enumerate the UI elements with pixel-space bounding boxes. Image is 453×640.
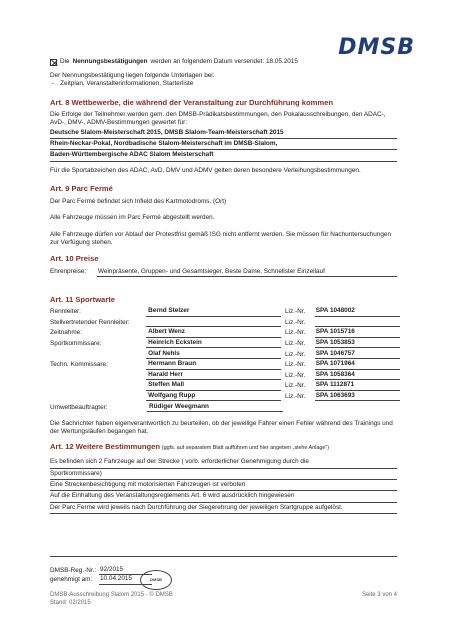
row-name: Heinrich Eckstein	[146, 339, 281, 348]
art8-note: Für die Sportabzeichen des ADAC, AvD, DMV und ADMV gelten deren besondere Verleihungsbestimmungen.	[50, 166, 361, 174]
ehrenpreise-label: Ehrenpreise:	[50, 267, 87, 275]
sportwarte-table	[50, 306, 400, 412]
liz-label: Liz.-Nr.	[285, 318, 306, 326]
confirmation-line	[50, 58, 298, 66]
row-liz: SPA 1048002	[315, 307, 400, 316]
art12-line: Der Parc Ferme wird jeweils nach Durchführung der Siegerehrung der jeweiligen Startgruppe aufgelöst.	[50, 503, 397, 514]
ehrenpreise-row	[50, 268, 397, 277]
table-row	[50, 317, 400, 328]
art8-item: Rhein-Neckar-Pokal, Nordbadische Slalom-Meisterschaft im DMSB-Slalom,	[50, 139, 397, 150]
art10-section	[50, 254, 397, 277]
table-row	[50, 359, 400, 370]
row-name: Olaf Nehls	[146, 350, 281, 359]
page-number: Seite 3 von 4	[361, 592, 397, 598]
date-label: genehmigt am:	[50, 576, 93, 584]
row-liz: SPA 1112871	[315, 381, 400, 390]
row-liz	[315, 326, 400, 327]
art9-p3: Alle Fahrzeuge dürfen vor Ablauf der Protestfrist gemäß ISG nicht entfernt werden. Sie müssen für Nachuntersuchungen zur Verfügung stehen.	[50, 230, 392, 246]
row-liz: SPA 1063693	[315, 392, 400, 401]
row-label: Zeitnahme:	[50, 329, 82, 337]
art9-p2: Alle Fahrzeuge müssen im Parc Fermé abgestellt werden.	[50, 214, 215, 222]
row-liz: SPA 1071964	[315, 360, 400, 369]
art12-line: Es befinden sich 2 Fahrzeuge auf der Strecke ( vorb. erforderlicher Genehmigung durch die	[50, 457, 397, 468]
liz-label: Liz.-Nr.	[285, 308, 306, 316]
attachments-block	[50, 72, 397, 89]
liz-label: Liz.-Nr.	[285, 382, 306, 390]
date-row	[50, 575, 397, 584]
table-row	[50, 338, 400, 349]
row-name: Harald Herr	[146, 371, 281, 380]
bullet: -	[52, 80, 55, 88]
row-label: Sportkommissare:	[50, 340, 102, 348]
row-name: Steffen Mall	[146, 381, 281, 390]
art12-heading-row	[50, 442, 397, 452]
row-name: Bernd Stelzer	[146, 307, 281, 316]
liz-label: Liz.-Nr.	[285, 393, 306, 401]
art8-intro: Die Erfolge der Teilnehmer werden gem. den DMSB-Prädikatsbestimmungen, den Pokalausschreibungen, den ADAC-, AvD-, DMV-, ADMV-Bestimmungen gewertet für:	[50, 110, 386, 127]
reg-label: DMSB-Reg.-Nr.:	[50, 567, 97, 574]
art11-note: Die Sachrichter haben eigenverantwortlich zu beurteilen, ob der jeweilige Fahrer einen Fehler während des Trainings und der Wertungsläufen begangen hat.	[50, 420, 393, 436]
footer-left2: Stand: 02/2015	[50, 599, 91, 606]
table-row	[50, 348, 400, 359]
confirmation-prefix: Die	[60, 58, 70, 65]
art8-item: Baden-Württembergische ADAC Slalom Meisterschaft	[50, 150, 397, 161]
checked-checkbox-icon[interactable]	[50, 59, 57, 66]
row-liz: SPA 1058364	[315, 371, 400, 380]
row-liz: SPA 1053853	[315, 339, 400, 348]
reg-value: 92/2015	[99, 566, 152, 575]
divider	[50, 556, 397, 557]
liz-label: Liz.-Nr.	[285, 340, 306, 348]
art9-section	[50, 184, 397, 247]
art12-line: Auf die Einhaltung des Veranstaltungsreglements Art. 6 wird ausdrücklich hingewiesen	[50, 491, 397, 502]
confirmation-bold: Nennungsbestätigungen	[72, 58, 148, 65]
row-name: Albert Wenz	[146, 328, 281, 337]
art12-hint: (ggfs. auf separatem Blatt aufführen und hier angeben „siehe Anlage")	[161, 445, 330, 451]
date-value: 10.04.2015	[99, 575, 152, 584]
liz-label: Liz.-Nr.	[285, 371, 306, 379]
dmsb-stamp: DMSB	[140, 570, 172, 590]
art12-section	[50, 442, 397, 514]
art8-section	[50, 98, 397, 175]
registration-block	[50, 566, 397, 585]
row-name: Hermann Braun	[146, 360, 281, 369]
ehrenpreise-value: Weinpräsente, Gruppen- und Gesamtsieger, Beste Dame, Schnellster Einzellauf	[97, 268, 397, 277]
art12-line: Sportkommissare)	[50, 469, 397, 480]
art8-heading: Art. 8 Wettbewerbe, die während der Veranstaltung zur Durchführung kommen	[50, 98, 333, 107]
liz-label: Liz.-Nr.	[285, 361, 306, 369]
art8-item: Deutsche Slalom-Meisterschaft 2015, DMSB Slalom-Team-Meisterschaft 2015	[50, 128, 397, 139]
umwelt-name: Rüdiger Weegmann	[147, 403, 283, 412]
row-liz: SPA 1046757	[315, 350, 400, 359]
confirmation-rest: werden an folgendem Datum versendet: 18.05.2015	[150, 58, 298, 65]
art10-heading: Art. 10 Preise	[50, 254, 99, 263]
attachments-item-text: Zeitplan, Veranstalterinformationen, Starterliste	[60, 80, 194, 88]
footer-left1: DMSB-Ausschreibung Slalom 2015 - © DMSB	[50, 592, 173, 598]
attachments-item	[50, 80, 397, 88]
liz-label: Liz.-Nr.	[285, 350, 306, 358]
table-row	[50, 370, 400, 381]
art11-heading-wrap	[50, 295, 397, 305]
row-liz: SPA 1015716	[315, 328, 400, 337]
row-name	[146, 326, 281, 327]
reg-row	[50, 566, 397, 575]
table-row	[50, 391, 400, 402]
art12-line: Eine Streckenbesichtigung mit motorisierten Fahrzeugen ist verboten	[50, 480, 397, 491]
table-row	[50, 327, 400, 338]
row-label: Stellvertretender Rennleiter:	[50, 318, 130, 326]
row-label: Techn. Kommissare:	[50, 361, 108, 369]
table-row	[50, 306, 400, 317]
dmsb-logo: DMSB	[338, 35, 415, 60]
liz-label: Liz.-Nr.	[285, 329, 306, 337]
umwelt-label: Umweltbeauftragter:	[50, 403, 108, 411]
table-row	[50, 380, 400, 391]
art12-heading: Art. 12 Weitere Bestimmungen	[50, 442, 160, 451]
row-label: Rennleiter:	[50, 308, 81, 316]
footer	[50, 592, 397, 608]
row-name: Wolfgang Rupp	[146, 392, 281, 401]
art9-heading: Art. 9 Parc Fermé	[50, 184, 113, 193]
art11-heading: Art. 11 Sportwarte	[50, 295, 115, 304]
attachments-intro: Der Nennungsbestätigung liegen folgende Unterlagen bei:	[50, 72, 215, 79]
umwelt-row	[50, 401, 400, 412]
art9-p1: Der Parc Fermé befindet sich Infield des Kartmotodroms. (Ort)	[50, 197, 227, 205]
